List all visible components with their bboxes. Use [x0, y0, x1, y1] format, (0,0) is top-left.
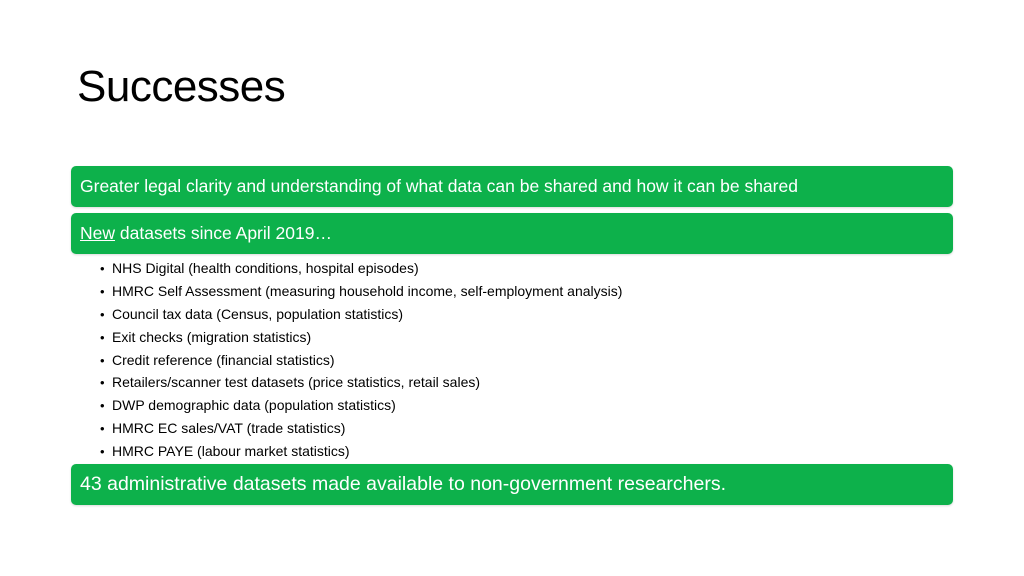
- new-datasets-text: datasets since April 2019…: [115, 223, 332, 243]
- new-link[interactable]: New: [80, 223, 116, 243]
- list-item: • NHS Digital (health conditions, hospital episodes): [100, 257, 622, 280]
- bullet-icon: •: [100, 444, 105, 460]
- bullet-icon: •: [100, 398, 105, 414]
- bullet-icon: •: [100, 261, 105, 276]
- bullet-icon: •: [100, 421, 105, 437]
- bullet-icon: •: [100, 375, 105, 391]
- list-item: • Credit reference (financial statistics): [100, 349, 622, 372]
- list-item: • Council tax data (Census, population statistics): [100, 303, 622, 326]
- list-item: • DWP demographic data (population statistics): [100, 394, 622, 417]
- bullet-icon: •: [100, 306, 105, 322]
- new-datasets-bar: [71, 213, 953, 254]
- admin-datasets-bar: [71, 464, 953, 505]
- admin-datasets-text: 43 administrative datasets made available to non-government researchers.: [80, 473, 727, 495]
- list-item: • HMRC Self Assessment (measuring household income, self-employment analysis): [100, 280, 622, 303]
- list-item: • Exit checks (migration statistics): [100, 326, 622, 349]
- bullet-icon: •: [100, 283, 105, 299]
- slide-title: Successes: [77, 62, 286, 111]
- list-item: • Retailers/scanner test datasets (price statistics, retail sales): [100, 371, 622, 394]
- list-item: • HMRC EC sales/VAT (trade statistics): [100, 417, 622, 440]
- legal-clarity-bar: [71, 166, 953, 207]
- list-item: • HMRC PAYE (labour market statistics): [100, 440, 622, 463]
- bullet-icon: •: [100, 352, 105, 368]
- dataset-list: [100, 257, 622, 463]
- legal-clarity-text: Greater legal clarity and understanding of what data can be shared and how it can be shared: [80, 176, 798, 196]
- bullet-icon: •: [100, 329, 105, 345]
